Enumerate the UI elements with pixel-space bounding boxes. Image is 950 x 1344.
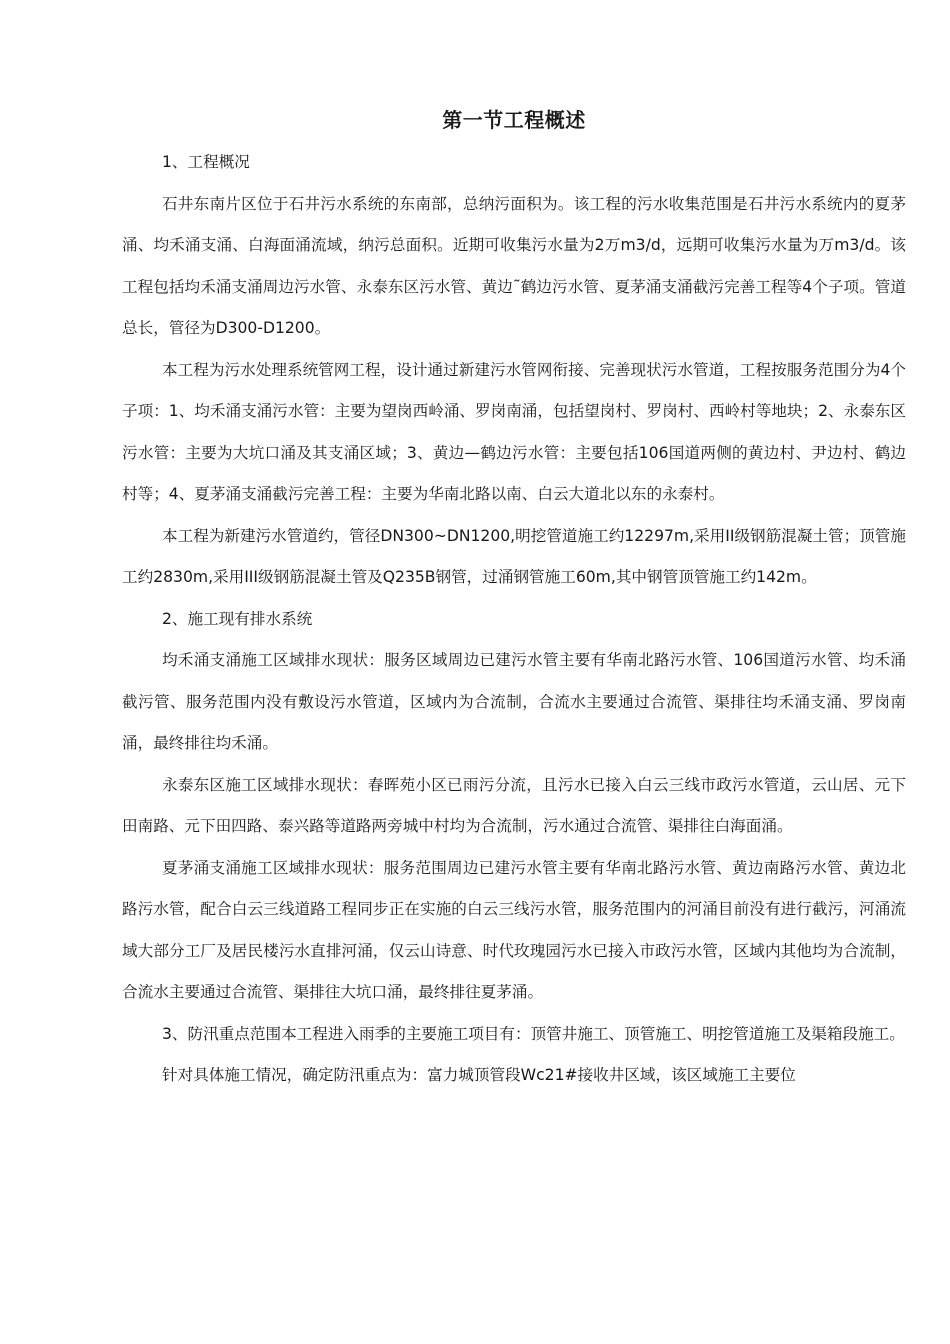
paragraph-junhe-drainage: 均禾涌支涌施工区域排水现状：服务区域周边已建污水管主要有华南北路污水管、106国道污水管、均禾涌截污管、服务范围内没有敷设污水管道，区域内为合流制，合流水主要通过合流管、渠排往均禾涌支涌、罗岗南涌，最终排往均禾涌。	[122, 651, 906, 752]
paragraph-subprojects: 本工程为污水处理系统管网工程，设计通过新建污水管网衔接、完善现状污水管道，工程按服务范围分为4个子项：1、均禾涌支涌污水管：主要为望岗西岭涌、罗岗南涌，包括望岗村、罗岗村、西岭村等地块；2、永泰东区污水管：主要为大坑口涌及其支涌区域；3、黄边—鹤边污水管：主要包括106国道两侧的黄边村、尹边村、鹤边村等；4、夏茅涌支涌截污完善工程：主要为华南北路以南、白云大道北以东的永泰村。	[122, 360, 906, 503]
section-title: 第一节工程概述	[442, 108, 586, 132]
paragraph-flood-control-scope: 3、防汛重点范围本工程进入雨季的主要施工项目有：顶管井施工、顶管施工、明挖管道施工及渠箱段施工。	[162, 1024, 905, 1043]
paragraph-pipe-quantities: 本工程为新建污水管道约，管径DN300~DN1200,明挖管道施工约12297m,采用II级钢筋混凝土管；顶管施工约2830m,采用III级钢筋混凝土管及Q235B钢管，过涌钢管施工60m,其中钢管顶管施工约142m。	[122, 526, 906, 586]
paragraph-flood-control-focus: 针对具体施工情况，确定防汛重点为：富力城顶管段Wc21#接收井区域，该区域施工主要位	[162, 1066, 796, 1084]
document-page	[122, 100, 906, 1097]
paragraph-xiamao-drainage: 夏茅涌支涌施工区域排水现状：服务范围周边已建污水管主要有华南北路污水管、黄边南路污水管、黄边北路污水管，配合白云三线道路工程同步正在实施的白云三线污水管，服务范围内的河涌目前没有进行截污，河涌流域大部分工厂及居民楼污水直排河涌，仅云山诗意、时代玫瑰园污水已接入市政污水管，区域内其他均为合流制，合流水主要通过合流管、渠排往大坑口涌，最终排往夏茅涌。	[122, 858, 906, 1001]
heading-project-overview: 1、工程概况	[162, 153, 250, 171]
paragraph-yongtai-drainage: 永泰东区施工区域排水现状：春晖苑小区已雨污分流，且污水已接入白云三线市政污水管道，云山居、元下田南路、元下田四路、泰兴路等道路两旁城中村均为合流制，污水通过合流管、渠排往白海面涌。	[122, 775, 906, 835]
heading-existing-drainage: 2、施工现有排水系统	[162, 609, 313, 628]
paragraph-area-description: 石井东南片区位于石井污水系统的东南部，总纳污面积为。该工程的污水收集范围是石井污水系统内的夏茅涌、均禾涌支涌、白海面涌流域，纳污总面积。近期可收集污水量为2万m3/d，远期可收集污水量为万m3/d。该工程包括均禾涌支涌周边污水管、永泰东区污水管、黄边˜鹤边污水管、夏茅涌支涌截污完善工程等4个子项。管道总长，管径为D300-D1200。	[122, 194, 907, 337]
